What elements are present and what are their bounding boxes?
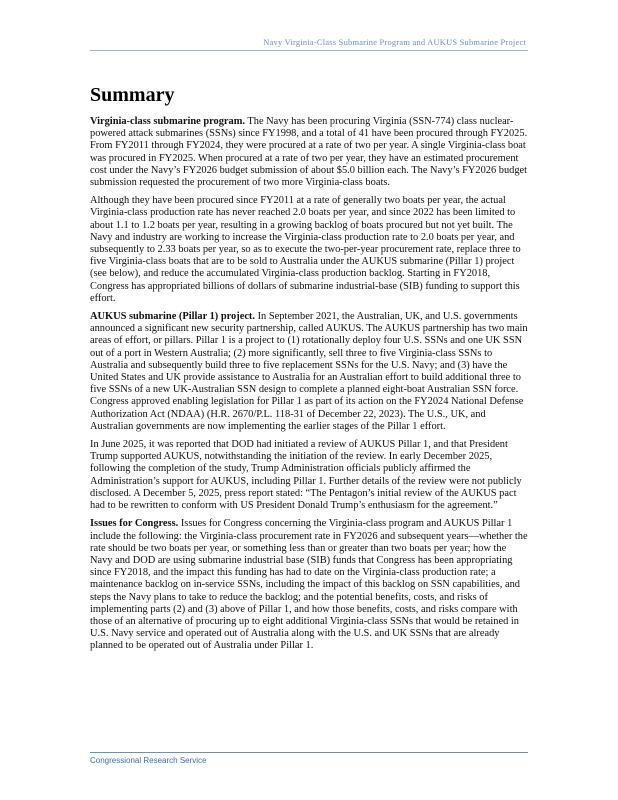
paragraph-lead: AUKUS submarine (Pillar 1) project. (90, 311, 255, 323)
paragraph-aukus-review (90, 439, 530, 512)
paragraph-text: Although they have been procured since FY2011 at a rate of generally two boats per year, the actual Virginia-class production rate has never reached 2.0 boats per year, and since 2022 has been limited to about 1.1 to 1.2 boats per year, resulting in a growing backlog of boats procured but not yet built. The Navy and industry are working to increase the Virginia-class production rate to 2.0 boats per year, and subsequently to 2.33 boats per year, so as to execute the two-per-year procurement rate, replace three to five Virginia-class boats that are to be sold to Australia under the AUKUS submarine (Pillar 1) project (see below), and reduce the accumulated Virginia-class production backlog. Starting in FY2018, Congress has appropriated billions of dollars of submarine industrial-base (SIB) funding to support this effort. (90, 195, 521, 304)
footer-publisher: Congressional Research Service (90, 756, 207, 765)
paragraph-virginia-program (90, 116, 530, 189)
paragraph-text: In June 2025, it was reported that DOD had initiated a review of AUKUS Pillar 1, and that President Trump supported AUKUS, notwithstanding the initiation of the review. In early December 2025, following the completion of the study, Trump Administration officials publicly affirmed the Administration’s support for AUKUS, including Pillar 1. Further details of the review were not publicly disclosed. A December 5, 2025, press report stated: “The Pentagon’s initial review of the AUKUS pact had to be rewritten to conform with US President Donald Trump’s enthusiasm for the agreement.” (90, 439, 522, 512)
paragraph-text: In September 2021, the Australian, UK, and U.S. governments announced a significant new security partnership, called AUKUS. The AUKUS partnership has two main areas of effort, or pillars. Pillar 1 is a project to (1) rotationally deploy four U.S. SSNs and one UK SSN out of a port in Western Australia; (2) more significantly, sell three to five Virginia-class SSNs to Australia and subsequently build three to five replacement SSNs for the U.S. Navy; and (3) have the United States and UK provide assistance to Australia for an Australian effort to build additional three to five SSNs of a new UK-Australian SSN design to complete a planned eight-boat Australian SSN force. Congress approved enabling legislation for Pillar 1 as part of its action on the FY2024 National Defense Authorization Act (NDAA) (H.R. 2670/P.L. 118-31 of December 22, 2023). The U.S., UK, and Australian governments are now implementing the earlier stages of the Pillar 1 effort. (90, 311, 528, 432)
paragraph-issues-for-congress (90, 518, 530, 652)
body-text (90, 116, 530, 659)
running-header: Navy Virginia-Class Submarine Program and AUKUS Submarine Project (263, 38, 526, 47)
paragraph-text: Issues for Congress concerning the Virginia-class program and AUKUS Pillar 1 include the following: the Virginia-class procurement rate in FY2026 and subsequent years—whether the rate should be two boats per year, or something less than or greater than two boats per year; how the Navy and DOD are using submarine industrial base (SIB) funds that Congress has been appropriating since FY2018, and the impact this funding has had to date on the Virginia-class production rate; a maintenance backlog on in-service SSNs, including the impact of this backlog on SSN capabilities, and steps the Navy plans to take to reduce the backlog; and the potential benefits, costs, and risks of implementing parts (2) and (3) above of Pillar 1, and how those benefits, costs, and risks compare with those of an alternative of procuring up to eight additional Virginia-class SSNs that would be retained in U.S. Navy service and operated out of Australia along with the U.S. and UK SSNs that are already planned to be operated out of Australia under Pillar 1. (90, 518, 528, 652)
page-title: Summary (90, 84, 175, 106)
paragraph-production-rate (90, 195, 530, 305)
paragraph-lead: Virginia-class submarine program. (90, 116, 245, 127)
paragraph-text: The Navy has been procuring Virginia (SSN-774) class nuclear-powered attack submarines (SSNs) since FY1998, and a total of 41 have been procured through FY2025. From FY2011 through FY2024, they were procured at a rate of two per year. A single Virginia-class boat was procured in FY2025. When procured at a rate of two per year, they have an estimated procurement cost under the Navy’s FY2026 budget submission of about $5.0 billion each. The Navy’s FY2026 budget submission requested the procurement of two more Virginia-class boats. (90, 116, 528, 189)
header-divider (90, 50, 528, 51)
paragraph-lead: Issues for Congress. (90, 518, 179, 530)
footer-divider (90, 752, 528, 753)
paragraph-aukus-project (90, 311, 530, 433)
